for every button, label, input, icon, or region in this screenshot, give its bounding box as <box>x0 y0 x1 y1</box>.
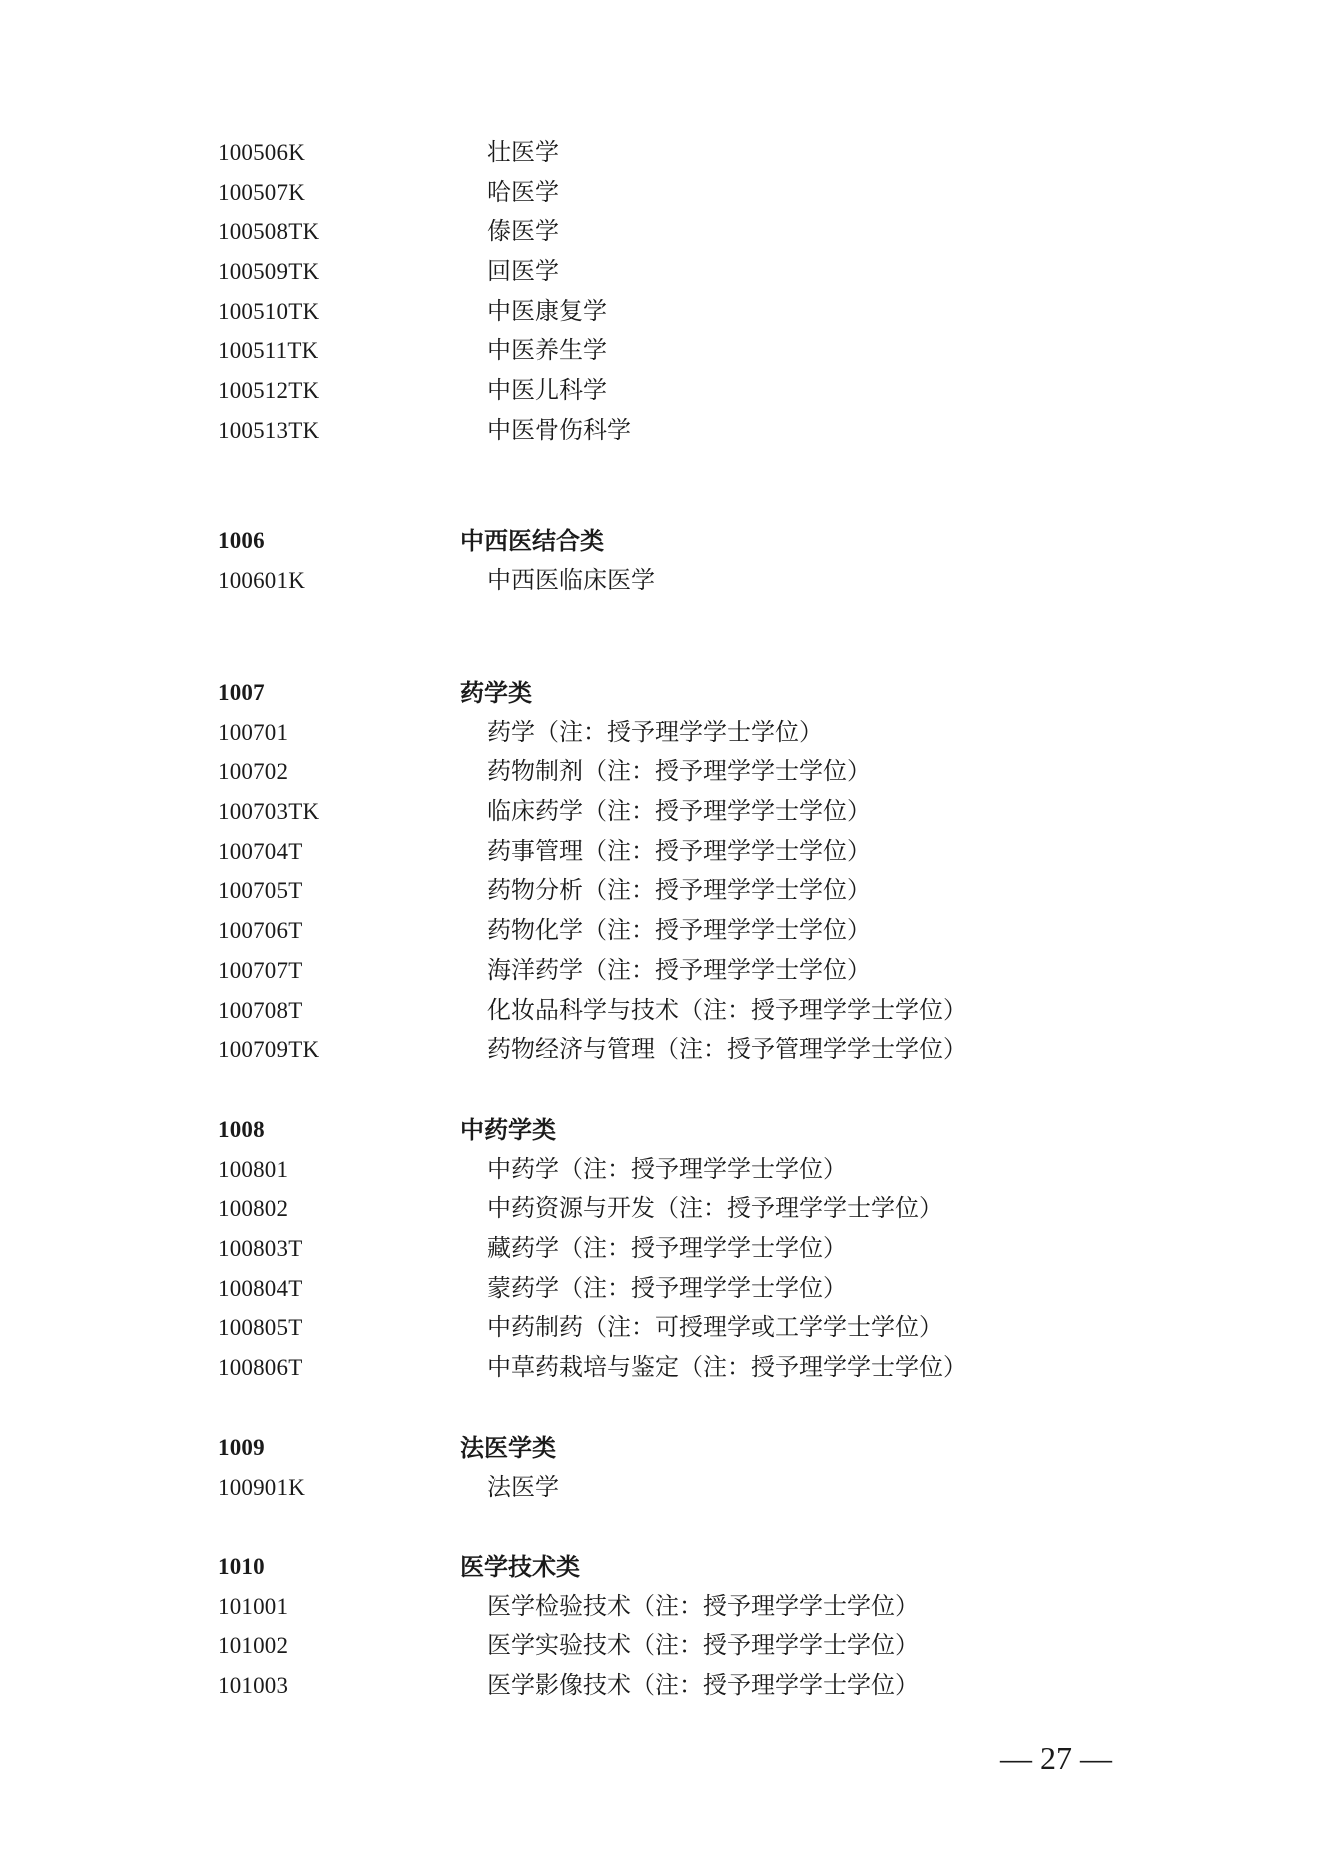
category-name: 法医学类 <box>460 1433 556 1462</box>
list-item <box>0 133 1323 173</box>
major-code: 100802 <box>218 1196 289 1222</box>
category-code: 1008 <box>218 1117 265 1142</box>
list-item <box>0 1587 1323 1627</box>
page-number: — 27 — <box>1000 1740 1112 1776</box>
list-item <box>0 212 1323 252</box>
major-code: 100804T <box>218 1275 303 1301</box>
major-name: 医学影像技术（注：授予理学学士学位） <box>487 1671 919 1700</box>
category-code: 1006 <box>218 528 265 553</box>
section-1007 <box>0 673 1323 1070</box>
major-name: 临床药学（注：授予理学学士学位） <box>487 797 871 826</box>
category-name: 中药学类 <box>460 1115 556 1144</box>
major-code: 100707T <box>218 957 303 983</box>
major-name: 中药学（注：授予理学学士学位） <box>487 1154 847 1183</box>
major-code: 100805T <box>218 1315 303 1341</box>
category-name: 中西医结合类 <box>460 526 604 555</box>
category-code: 1009 <box>218 1435 265 1460</box>
category-heading <box>0 1547 1323 1587</box>
major-code: 101001 <box>218 1593 289 1619</box>
major-code: 100506K <box>218 140 306 165</box>
major-name: 法医学 <box>487 1472 559 1501</box>
list-item <box>0 832 1323 872</box>
category-heading <box>0 1428 1323 1468</box>
list-item <box>0 1666 1323 1706</box>
category-heading <box>0 521 1323 561</box>
list-item <box>0 173 1323 213</box>
major-code: 101003 <box>218 1673 289 1699</box>
major-code: 100508TK <box>218 219 320 245</box>
major-code: 100701 <box>218 719 289 745</box>
major-code: 100512TK <box>218 378 320 404</box>
major-code: 100703TK <box>218 799 320 825</box>
list-item <box>0 1468 1323 1508</box>
list-item <box>0 1030 1323 1070</box>
major-name: 中医骨伤科学 <box>487 415 631 444</box>
list-item <box>0 331 1323 371</box>
major-name: 中药制药（注：可授理学或工学学士学位） <box>487 1313 943 1342</box>
major-name: 医学实验技术（注：授予理学学士学位） <box>487 1631 919 1660</box>
major-code: 100901K <box>218 1474 306 1500</box>
major-code: 100601K <box>218 567 306 593</box>
list-item <box>0 1189 1323 1229</box>
major-name: 壮医学 <box>487 138 559 166</box>
major-code: 101002 <box>218 1633 289 1659</box>
section-1008 <box>0 1110 1323 1388</box>
major-code: 100513TK <box>218 417 320 443</box>
list-item <box>0 1150 1323 1190</box>
major-name: 藏药学（注：授予理学学士学位） <box>487 1234 847 1263</box>
list-item <box>0 911 1323 951</box>
category-name: 药学类 <box>460 678 532 707</box>
section-tcm-continued <box>0 133 1323 451</box>
major-code: 100507K <box>218 179 306 205</box>
major-name: 药物制剂（注：授予理学学士学位） <box>487 757 871 786</box>
list-item <box>0 371 1323 411</box>
major-name: 哈医学 <box>487 177 559 206</box>
list-item <box>0 752 1323 792</box>
list-item <box>0 951 1323 991</box>
major-name: 药学（注：授予理学学士学位） <box>487 717 823 746</box>
list-item <box>0 1626 1323 1666</box>
major-name: 中医养生学 <box>487 336 607 365</box>
major-code: 100704T <box>218 838 303 864</box>
major-name: 傣医学 <box>487 217 559 246</box>
major-name: 蒙药学（注：授予理学学士学位） <box>487 1273 847 1302</box>
major-name: 回医学 <box>487 257 559 286</box>
list-item <box>0 561 1323 601</box>
major-name: 药物化学（注：授予理学学士学位） <box>487 916 871 945</box>
major-name: 中药资源与开发（注：授予理学学士学位） <box>487 1194 943 1223</box>
list-item <box>0 1269 1323 1309</box>
major-name: 化妆品科学与技术（注：授予理学学士学位） <box>487 995 967 1024</box>
major-name: 中医康复学 <box>487 296 607 325</box>
category-heading <box>0 673 1323 713</box>
major-name: 中草药栽培与鉴定（注：授予理学学士学位） <box>487 1353 967 1382</box>
major-code: 100801 <box>218 1156 289 1182</box>
major-name: 药物经济与管理（注：授予管理学学士学位） <box>487 1035 967 1064</box>
section-1009 <box>0 1428 1323 1507</box>
major-code: 100511TK <box>218 338 319 364</box>
category-code: 1010 <box>218 1554 265 1579</box>
list-item <box>0 252 1323 292</box>
list-item <box>0 713 1323 753</box>
list-item <box>0 792 1323 832</box>
major-code: 100509TK <box>218 259 320 285</box>
list-item <box>0 411 1323 451</box>
major-code: 100702 <box>218 759 289 785</box>
category-name: 医学技术类 <box>460 1552 580 1581</box>
category-code: 1007 <box>218 680 265 705</box>
list-item <box>0 1348 1323 1388</box>
major-name: 中西医临床医学 <box>487 565 655 594</box>
section-1006 <box>0 521 1323 600</box>
major-name: 药事管理（注：授予理学学士学位） <box>487 836 871 865</box>
major-code: 100706T <box>218 918 303 944</box>
major-name: 药物分析（注：授予理学学士学位） <box>487 876 871 905</box>
category-heading <box>0 1110 1323 1150</box>
major-code: 100708T <box>218 997 303 1023</box>
major-code: 100709TK <box>218 1037 320 1063</box>
list-item <box>0 871 1323 911</box>
major-code: 100705T <box>218 878 303 904</box>
major-code: 100806T <box>218 1355 303 1381</box>
major-name: 中医儿科学 <box>487 376 607 405</box>
list-item <box>0 1308 1323 1348</box>
major-code: 100510TK <box>218 298 320 324</box>
major-code: 100803T <box>218 1236 303 1262</box>
major-name: 海洋药学（注：授予理学学士学位） <box>487 955 871 984</box>
list-item <box>0 1229 1323 1269</box>
list-item <box>0 991 1323 1031</box>
list-item <box>0 292 1323 332</box>
section-1010 <box>0 1547 1323 1706</box>
major-name: 医学检验技术（注：授予理学学士学位） <box>487 1591 919 1620</box>
